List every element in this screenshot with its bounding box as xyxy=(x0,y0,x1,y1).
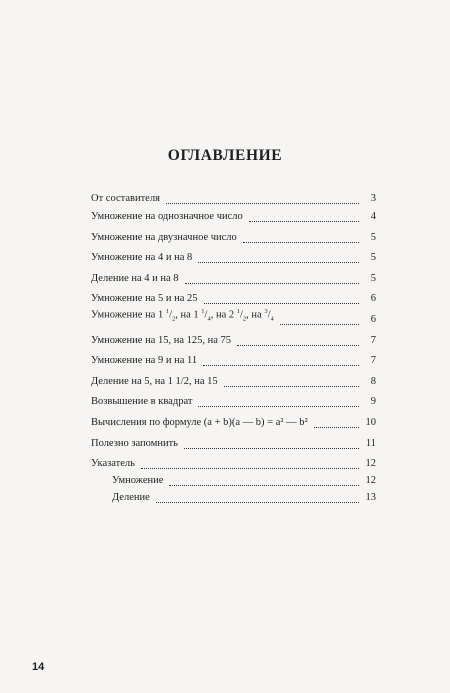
toc-entry-label: Умножение на 1 $^1/_2$, на 1 $^1/_4$, на 2 $^1/_2$, на $^3/_4$ xyxy=(91,308,274,323)
toc-entry xyxy=(91,251,376,265)
toc-entry-page: 5 xyxy=(370,232,376,243)
dot-leader xyxy=(249,210,359,222)
toc-entry-label: Умножение на 9 и на 11 xyxy=(91,355,198,366)
toc-entry xyxy=(91,457,376,471)
page-title: ОГЛАВЛЕНИЕ xyxy=(167,147,283,164)
dot-leader xyxy=(156,491,359,503)
dot-leader xyxy=(280,313,359,325)
toc-entry-label: Полезно запомнить xyxy=(91,438,178,449)
toc-entry-label: Указатель xyxy=(91,458,135,469)
toc-subentry xyxy=(112,491,376,505)
toc-entry-page: 5 xyxy=(370,252,376,263)
toc-entry-page: 4 xyxy=(370,211,376,222)
dot-leader xyxy=(203,354,359,366)
toc-entry-label: Деление на 4 и на 8 xyxy=(91,273,179,284)
toc-entry-label: Вычисления по формуле (a + b)(a — b) = a² — b² xyxy=(91,417,308,428)
toc-entry-page: 7 xyxy=(370,335,376,346)
toc-entry-page: 6 xyxy=(370,293,376,304)
page-number: 14 xyxy=(32,661,45,673)
dot-leader xyxy=(166,192,359,204)
dot-leader xyxy=(198,251,359,263)
toc-entry-page: 10 xyxy=(365,417,376,428)
dot-leader xyxy=(141,457,359,469)
dot-leader xyxy=(224,375,359,387)
toc-entry xyxy=(91,334,376,348)
toc-entry xyxy=(91,354,376,368)
toc-entry-page: 3 xyxy=(370,193,376,204)
toc-entry-label: Возвышение в квадрат xyxy=(91,396,193,407)
toc-entry xyxy=(91,210,376,224)
toc-entry-label: Умножение на 15, на 125, на 75 xyxy=(91,335,232,346)
dot-leader xyxy=(169,474,359,486)
toc-entry xyxy=(91,375,376,389)
toc-entry-page: 8 xyxy=(370,376,376,387)
toc-entry-label: Умножение на 5 и на 25 xyxy=(91,293,198,304)
dot-leader xyxy=(198,395,359,407)
dot-leader xyxy=(237,334,359,346)
dot-leader xyxy=(314,416,359,428)
toc-entry xyxy=(91,192,376,206)
toc-entry-page: 5 xyxy=(370,273,376,284)
toc-entry-label: Умножение xyxy=(112,475,164,486)
toc-subentry xyxy=(112,474,376,488)
toc-entry-label: Умножение на двузначное число xyxy=(91,232,237,243)
toc-entry-page: 13 xyxy=(365,492,376,503)
dot-leader xyxy=(243,231,359,243)
toc-entry-label: Деление xyxy=(112,492,150,503)
toc-entry-label: Умножение на 4 и на 8 xyxy=(91,252,193,263)
toc-entry-page: 6 xyxy=(370,314,376,325)
dot-leader xyxy=(204,292,360,304)
dot-leader xyxy=(184,437,359,449)
toc-entry-page: 11 xyxy=(365,438,376,449)
toc-entry-page: 12 xyxy=(365,475,376,486)
toc-entry xyxy=(91,231,376,245)
toc-entry xyxy=(91,437,376,451)
toc-entry xyxy=(91,395,376,409)
toc-entry-label: Умножение на однозначное число xyxy=(91,211,243,222)
toc-entry-page: 7 xyxy=(370,355,376,366)
toc-entry xyxy=(91,416,376,430)
toc-entry xyxy=(91,292,376,306)
toc-entry-page: 9 xyxy=(370,396,376,407)
toc-entry xyxy=(91,308,376,327)
toc-entry-label: От составителя xyxy=(91,193,160,204)
toc-entry-label: Деление на 5, на 1 1/2, на 15 xyxy=(91,376,218,387)
toc-entry xyxy=(91,272,376,286)
dot-leader xyxy=(185,272,359,284)
toc-entry-page: 12 xyxy=(365,458,376,469)
